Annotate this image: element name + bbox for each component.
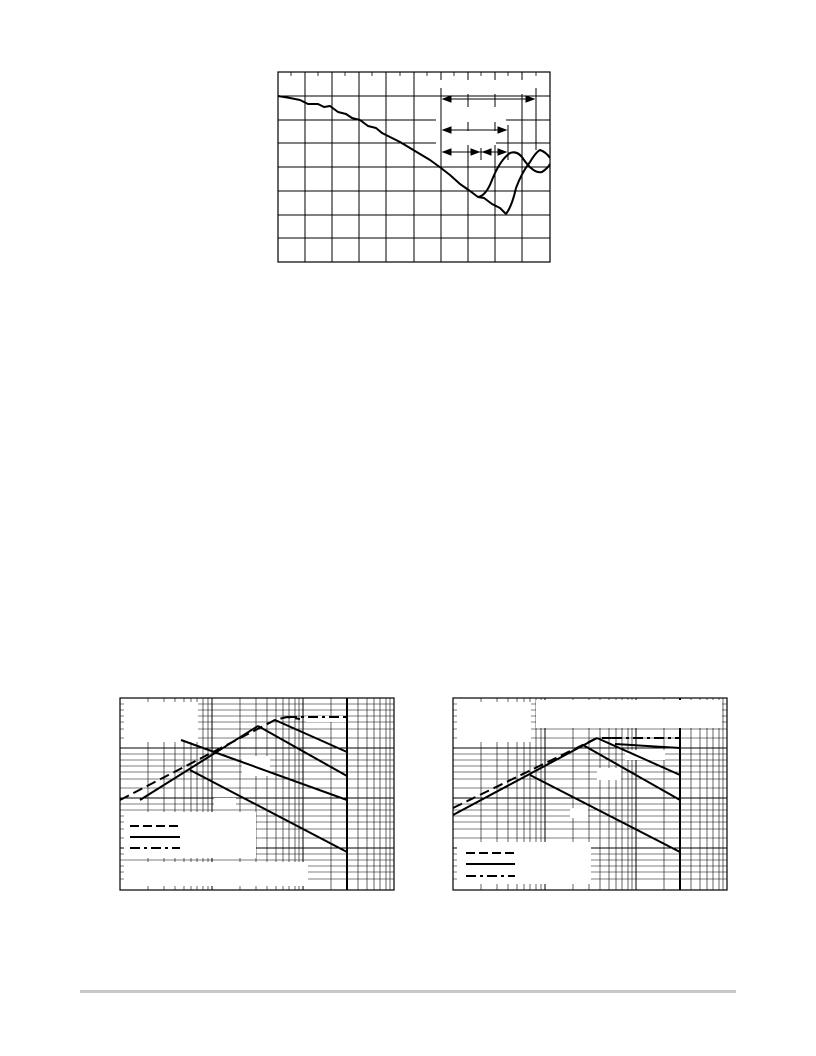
footer-divider xyxy=(80,990,736,993)
curve-solid-fall-4-right xyxy=(615,744,680,748)
curve-solid-rise-right xyxy=(453,738,597,815)
